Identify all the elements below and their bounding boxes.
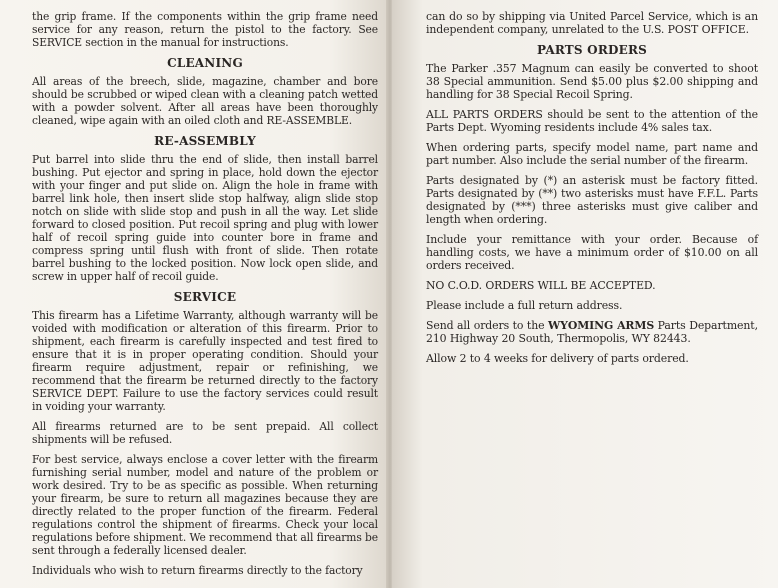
return-address-paragraph: Please include a full return address.	[426, 299, 623, 312]
send-orders-paragraph	[426, 319, 758, 345]
ordering-paragraph: When ordering parts, specify model name, part name and part number. Also include the serial number of the firearm.	[426, 141, 758, 167]
left-page	[0, 0, 388, 588]
company-name: WYOMING ARMS	[548, 319, 655, 332]
send-address: Parts Department, 210 Highway 20 South, Thermopolis, WY 82443.	[426, 319, 758, 345]
parts-dept-paragraph: ALL PARTS ORDERS should be sent to the attention of the Parts Dept. Wyoming residents include 4% sales tax.	[426, 108, 758, 134]
direct-return-paragraph: Individuals who wish to return firearms directly to the factory	[32, 564, 363, 577]
warranty-paragraph: This firearm has a Lifetime Warranty, although warranty will be voided with modification or alteration of this firearm. Prior to shipment, each firearm is carefully inspected and test fired to ensure that it is in proper operating condition. Should your firearm require adjustment, repair or refinishing, we recommend that the firearm be returned directly to the factory SERVICE DEPT. Failure to use the factory services could result in voiding your warranty.	[32, 309, 378, 413]
grip-frame-paragraph: the grip frame. If the components within the grip frame need service for any reason, return the pistol to the factory. See SERVICE section in the manual for instructions.	[32, 10, 378, 49]
cod-paragraph: NO C.O.D. ORDERS WILL BE ACCEPTED.	[426, 279, 656, 292]
reassembly-heading: RE-ASSEMBLY	[154, 134, 256, 148]
delivery-paragraph: Allow 2 to 4 weeks for delivery of parts ordered.	[426, 352, 689, 365]
service-heading: SERVICE	[173, 290, 237, 304]
cleaning-heading: CLEANING	[167, 56, 243, 70]
asterisk-paragraph: Parts designated by (*) an asterisk must be factory fitted. Parts designated by (**) two asterisks must have F.F.L. Parts designated by (***) three asterisks must give caliber and length when ordering.	[426, 174, 758, 226]
ups-paragraph: can do so by shipping via United Parcel Service, which is an independent company, unrelated to the U.S. POST OFFICE.	[426, 10, 758, 36]
prepaid-paragraph: All firearms returned are to be sent prepaid. All collect shipments will be refused.	[32, 420, 378, 446]
conversion-paragraph: The Parker .357 Magnum can easily be converted to shoot 38 Special ammunition. Send $5.00 plus $2.00 shipping and handling for 38 Special Recoil Spring.	[426, 62, 758, 101]
reassembly-paragraph: Put barrel into slide thru the end of slide, then install barrel bushing. Put ejector and spring in place, hold down the ejector with your finger and put slide on. Align the hole in frame with barrel link hole, then insert slide stop halfway, align slide stop notch on slide with slide stop and push in all the way. Let slide forward to closed position. Put recoil spring and plug with lower half of recoil spring guide into counter bore in frame and compress spring until flush with front of slide. Then rotate barrel bushing to the locked position. Now lock open slide, and screw in upper half of recoil guide.	[32, 153, 378, 283]
right-page	[392, 0, 778, 588]
remittance-paragraph: Include your remittance with your order. Because of handling costs, we have a minimum order of $10.00 on all orders received.	[426, 233, 758, 272]
cover-letter-paragraph: For best service, always enclose a cover letter with the firearm furnishing serial number, model and nature of the problem or work desired. Try to be as specific as possible. When returning your firearm, be sure to return all magazines because they are directly related to the proper function of the firearm. Federal regulations control the shipment of firearms. Check your local regulations before shipment. We recommend that all firearms be sent through a federally licensed dealer.	[32, 453, 378, 557]
parts-orders-heading: PARTS ORDERS	[536, 43, 647, 57]
cleaning-paragraph: All areas of the breech, slide, magazine, chamber and bore should be scrubbed or wiped clean with a cleaning patch wetted with a powder solvent. After all areas have been thoroughly cleaned, wipe again with an oiled cloth and RE-ASSEMBLE.	[32, 75, 378, 127]
send-prefix: Send all orders to the	[426, 319, 545, 332]
